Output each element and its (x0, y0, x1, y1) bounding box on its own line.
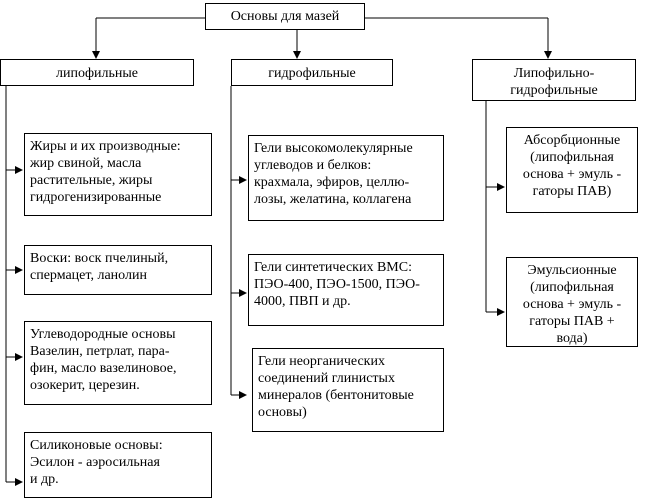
hydrophilic-synthetic-gels-box (248, 254, 444, 326)
text-line: озокерит, церезин. (30, 378, 140, 393)
text-line: углеводов и белков: (254, 158, 372, 173)
hydrophilic-header (231, 59, 393, 86)
lipophilic-waxes-box (24, 245, 212, 295)
text-line: Эмульсионные (527, 263, 617, 278)
text-line: гаторы ПАВ + (529, 314, 615, 329)
text-line: фин, масло вазелиновое, (30, 361, 177, 376)
text-line: лозы, желатина, коллагена (254, 192, 412, 207)
text-line: Воски: воск пчелиный, (30, 251, 169, 266)
text-line: и др. (30, 472, 59, 487)
text-line: Углеводородные основы (30, 327, 176, 342)
text-line: Гели неорганических (258, 354, 385, 369)
text-line: основа + эмуль - (522, 167, 622, 182)
text-line: растительные, жиры (30, 173, 153, 188)
lipohydrophilic-header-line: гидрофильные (510, 83, 598, 98)
text-line: Вазелин, петрлат, пара- (30, 344, 170, 359)
text-line: минералов (бентонитовые (258, 388, 414, 403)
hydrophilic-inorganic-gels-box (252, 348, 444, 432)
title-box (205, 3, 365, 30)
text-line: Жиры и их производные: (30, 139, 181, 154)
text-line: жир свиной, масла (30, 156, 142, 171)
text-line: основы) (258, 405, 307, 420)
hydrophilic-header-text: гидрофильные (268, 66, 356, 81)
lipophilic-silicone-box (24, 432, 212, 498)
lipophilic-header (0, 59, 194, 86)
text-line: Эсилон - аэросильная (30, 455, 160, 470)
text-line: (липофильная (530, 150, 614, 165)
text-line: гаторы ПАВ) (532, 184, 612, 199)
lipohydrophilic-header-line: Липофильно- (513, 66, 595, 81)
text-line: (липофильная (530, 280, 614, 295)
lipophilic-hydrocarbon-box (24, 321, 212, 405)
text-line: вода) (556, 331, 588, 346)
title-text: Основы для мазей (230, 9, 340, 24)
lipohydrophilic-emulsion-box (506, 257, 638, 347)
lipophilic-fats-box (24, 133, 212, 216)
text-line: Гели высокомолекулярные (254, 141, 413, 156)
text-line: 4000, ПВП и др. (254, 294, 351, 309)
text-line: Силиконовые основы: (30, 438, 163, 453)
text-line: основа + эмуль - (522, 297, 622, 312)
text-line: Гели синтетических ВМС: (254, 260, 412, 275)
lipohydrophilic-header (472, 59, 636, 101)
text-line: соединений глинистых (258, 371, 395, 386)
text-line: крахмала, эфиров, целлю- (254, 175, 410, 190)
hydrophilic-polymer-gels-box (248, 135, 444, 221)
text-line: гидрогенизированные (30, 190, 162, 205)
text-line: Абсорбционные (523, 133, 621, 148)
lipohydrophilic-absorption-box (506, 127, 638, 213)
lipophilic-header-text: липофильные (55, 66, 139, 81)
text-line: спермацет, ланолин (30, 268, 147, 283)
text-line: ПЭО-400, ПЭО-1500, ПЭО- (254, 277, 420, 292)
